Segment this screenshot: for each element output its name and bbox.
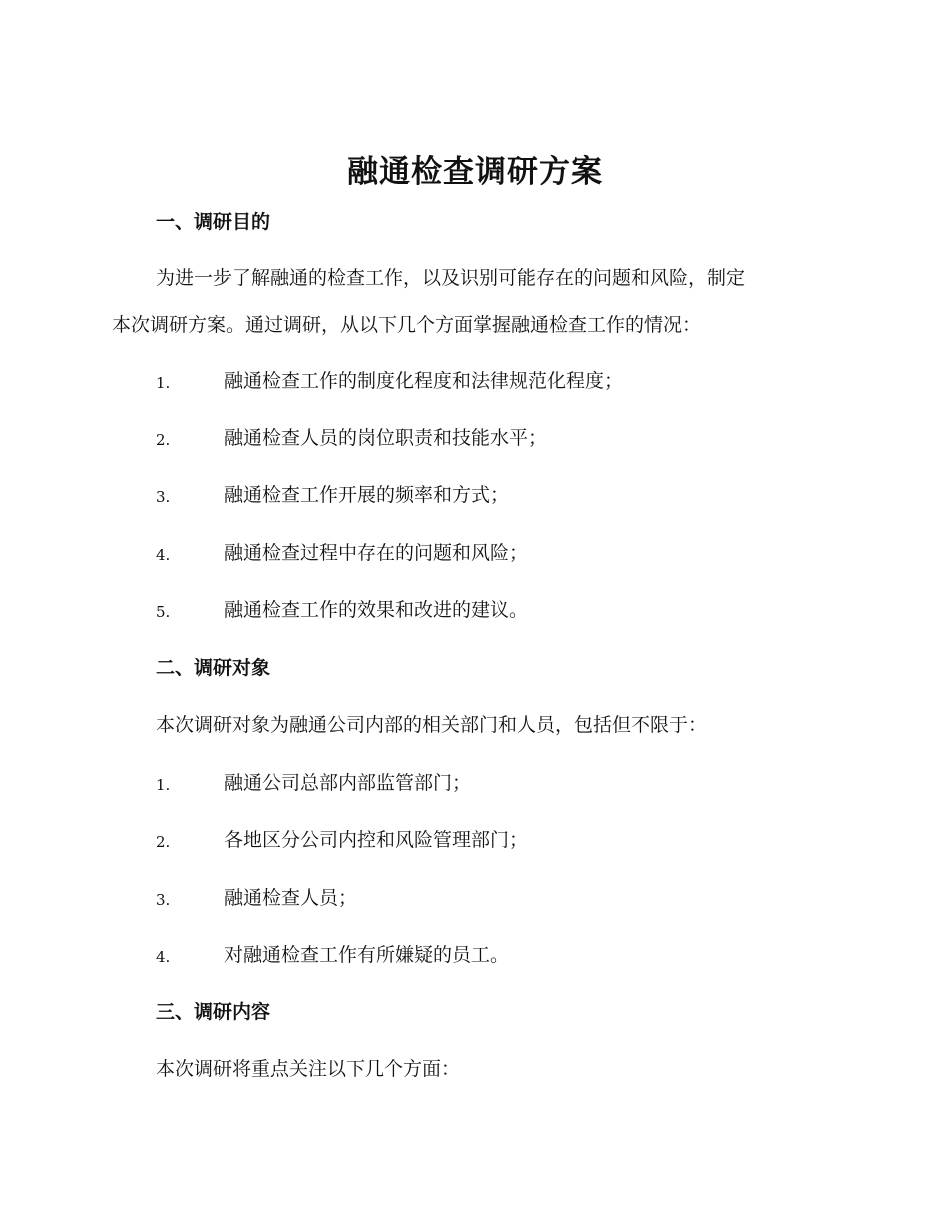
- list-item-number: 5.: [156, 603, 171, 621]
- document-title: 融通检查调研方案: [347, 154, 603, 190]
- list-item-text: 融通检查人员；: [224, 887, 358, 909]
- section-purpose-intro-line-1: 为进一步了解融通的检查工作，以及识别可能存在的问题和风险，制定: [156, 267, 746, 289]
- list-item-text: 融通公司总部内部监管部门；: [224, 772, 472, 794]
- list-item: [156, 769, 856, 797]
- list-item: [156, 367, 856, 395]
- list-item-text: 融通检查过程中存在的问题和风险；: [224, 542, 529, 564]
- list-item-number: 4.: [156, 948, 171, 966]
- list-item-number: 3.: [156, 488, 171, 506]
- list-item-number: 1.: [156, 776, 171, 794]
- section-content-intro: 本次调研将重点关注以下几个方面：: [156, 1058, 461, 1080]
- section-purpose-intro-line-2: 本次调研方案。通过调研，从以下几个方面掌握融通检查工作的情况：: [112, 314, 702, 336]
- list-item-text: 对融通检查工作有所嫌疑的员工。: [224, 944, 510, 966]
- section-subjects-intro: 本次调研对象为融通公司内部的相关部门和人员，包括但不限于：: [156, 714, 708, 736]
- list-item-number: 2.: [156, 833, 171, 851]
- section-heading-subjects: 二、调研对象: [156, 657, 271, 679]
- list-item: [156, 941, 856, 969]
- list-item: [156, 884, 856, 912]
- list-item-number: 4.: [156, 546, 171, 564]
- list-item-text: 各地区分公司内控和风险管理部门；: [224, 829, 529, 851]
- section-heading-content: 三、调研内容: [156, 1001, 271, 1023]
- list-item: [156, 596, 856, 624]
- list-item: [156, 539, 856, 567]
- list-item: [156, 481, 856, 509]
- list-item-number: 3.: [156, 891, 171, 909]
- list-item-number: 1.: [156, 374, 171, 392]
- list-item-text: 融通检查人员的岗位职责和技能水平；: [224, 427, 548, 449]
- list-item: [156, 424, 856, 452]
- list-item-text: 融通检查工作的效果和改进的建议。: [224, 599, 529, 621]
- list-item: [156, 826, 856, 854]
- list-item-text: 融通检查工作的制度化程度和法律规范化程度；: [224, 370, 624, 392]
- list-item-text: 融通检查工作开展的频率和方式；: [224, 484, 510, 506]
- list-item-number: 2.: [156, 431, 171, 449]
- section-heading-purpose: 一、调研目的: [156, 211, 271, 233]
